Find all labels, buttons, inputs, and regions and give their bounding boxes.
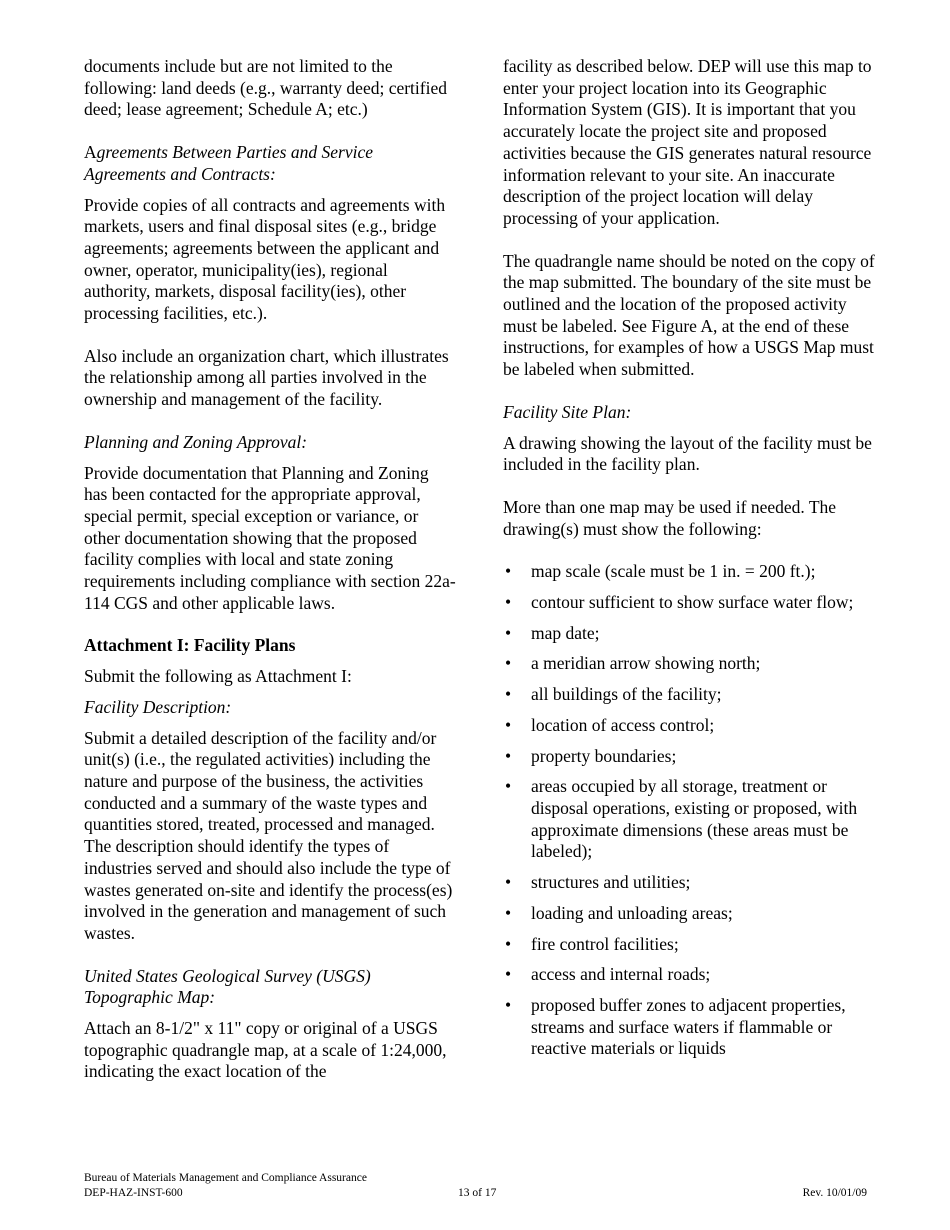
footer-page-number: 13 of 17 bbox=[458, 1187, 497, 1199]
paragraph-usgs-map: Attach an 8-1/2" x 11" copy or original of a USGS topographic quadrangle map, at a scale of 1:24,000, indicating the exact location of the bbox=[84, 1018, 447, 1082]
paragraph-planning-zoning: Provide documentation that Planning and Zoning has been contacted for the appropriate approval, special permit, special exception or variance, or other documentation showing that the proposed facility complies with local and state zoning requirements including compliance with section 22a-114 CGS and other applicable laws. bbox=[84, 462, 456, 613]
list-item bbox=[503, 934, 875, 956]
list-item-text: proposed buffer zones to adjacent properties, streams and surface waters if flammable or reactive materials or liquids bbox=[531, 994, 846, 1059]
list-item-text: fire control facilities; bbox=[531, 933, 679, 954]
list-item bbox=[503, 592, 875, 614]
list-item-text: map date; bbox=[531, 622, 600, 643]
list-item-text: contour sufficient to show surface water flow; bbox=[531, 592, 854, 613]
bullet-glyph: • bbox=[505, 776, 512, 797]
paragraph-site-plan-2: More than one map may be used if needed. The drawing(s) must show the following: bbox=[503, 496, 837, 539]
paragraph-agreements-2: Also include an organization chart, which illustrates the relationship among all parties involved in the ownership and management of the facility. bbox=[84, 345, 449, 410]
site-plan-requirements-list bbox=[503, 561, 875, 1060]
bullet-glyph: • bbox=[505, 902, 512, 923]
bullet-glyph: • bbox=[505, 745, 512, 766]
paragraph-site-plan-1: A drawing showing the layout of the facility must be included in the facility plan. bbox=[503, 432, 872, 475]
paragraph-facility-description: Submit a detailed description of the facility and/or unit(s) (i.e., the regulated activities) including the nature and purpose of the business, the activities conducted and a summary of the waste types and quantities stored, treated, processed and managed. The description should identify the types of industries served and should also include the type of wastes generated on-site and identify the process(es) involved in the generation and management of such wastes. bbox=[84, 727, 453, 943]
bullet-glyph: • bbox=[505, 622, 512, 643]
list-item bbox=[503, 561, 875, 583]
paragraph-attachment-intro: Submit the following as Attachment I: bbox=[84, 666, 352, 687]
list-item-text: loading and unloading areas; bbox=[531, 902, 733, 923]
list-item bbox=[503, 684, 875, 706]
heading-agreements-initial: A bbox=[84, 142, 97, 163]
paragraph-quadrangle: The quadrangle name should be noted on the copy of the map submitted. The boundary of the site must be outlined and the location of the proposed activity must be labeled. See Figure A, at the end of these instructions, for examples of how a USGS Map must be labeled when submitted. bbox=[503, 250, 875, 380]
bullet-glyph: • bbox=[505, 933, 512, 954]
list-item bbox=[503, 995, 875, 1060]
bullet-glyph: • bbox=[505, 994, 512, 1015]
heading-facility-site-plan: Facility Site Plan: bbox=[503, 401, 632, 422]
footer-revision: Rev. 10/01/09 bbox=[802, 1187, 867, 1199]
heading-usgs-map: United States Geological Survey (USGS) Topographic Map: bbox=[84, 965, 371, 1008]
list-item-text: map scale (scale must be 1 in. = 200 ft.); bbox=[531, 561, 816, 582]
heading-facility-description: Facility Description: bbox=[84, 696, 232, 717]
list-item bbox=[503, 715, 875, 737]
list-item bbox=[503, 623, 875, 645]
list-item bbox=[503, 903, 875, 925]
footer-doc-id: DEP-HAZ-INST-600 bbox=[84, 1187, 183, 1199]
list-item-text: location of access control; bbox=[531, 714, 715, 735]
heading-attachment-i: Attachment I: Facility Plans bbox=[84, 635, 296, 656]
bullet-glyph: • bbox=[505, 964, 512, 985]
list-item bbox=[503, 746, 875, 768]
paragraph-documents-cont: documents include but are not limited to the following: land deeds (e.g., warranty deed; certified deed; lease agreement; Schedule A; etc.) bbox=[84, 56, 447, 120]
left-column bbox=[84, 56, 456, 1104]
list-item-text: property boundaries; bbox=[531, 745, 677, 766]
list-item bbox=[503, 776, 875, 863]
bullet-glyph: • bbox=[505, 684, 512, 705]
footer-bureau: Bureau of Materials Management and Compliance Assurance bbox=[84, 1172, 367, 1184]
heading-agreements-rest: greements Between Parties and Service Agreements and Contracts: bbox=[84, 142, 373, 184]
paragraph-facility-cont: facility as described below. DEP will use this map to enter your project location into its Geographic Information System (GIS). It is important that you accurately locate the project site and proposed activities because the GIS generates natural resource information relevant to your site. An inaccurate description of the project location will delay processing of your application. bbox=[503, 56, 872, 228]
bullet-glyph: • bbox=[505, 872, 512, 893]
heading-agreements bbox=[84, 142, 456, 185]
list-item-text: all buildings of the facility; bbox=[531, 684, 722, 705]
list-item bbox=[503, 653, 875, 675]
bullet-glyph: • bbox=[505, 561, 512, 582]
list-item-text: areas occupied by all storage, treatment or disposal operations, existing or proposed, with approximate dimensions (these areas must be labeled); bbox=[531, 776, 858, 862]
list-item-text: structures and utilities; bbox=[531, 872, 691, 893]
page-footer bbox=[84, 1171, 867, 1201]
list-item bbox=[503, 872, 875, 894]
list-item-text: access and internal roads; bbox=[531, 964, 711, 985]
heading-planning-zoning: Planning and Zoning Approval: bbox=[84, 431, 308, 452]
list-item bbox=[503, 964, 875, 986]
bullet-glyph: • bbox=[505, 592, 512, 613]
right-column bbox=[503, 56, 875, 1069]
bullet-glyph: • bbox=[505, 714, 512, 735]
paragraph-agreements-1: Provide copies of all contracts and agreements with markets, users and final disposal sites (e.g., bridge agreements; agreements between the applicant and owner, operator, municipality(ies), regional authority, markets, disposal facility(ies), other processing facilities, etc.). bbox=[84, 194, 446, 324]
list-item-text: a meridian arrow showing north; bbox=[531, 653, 761, 674]
bullet-glyph: • bbox=[505, 653, 512, 674]
